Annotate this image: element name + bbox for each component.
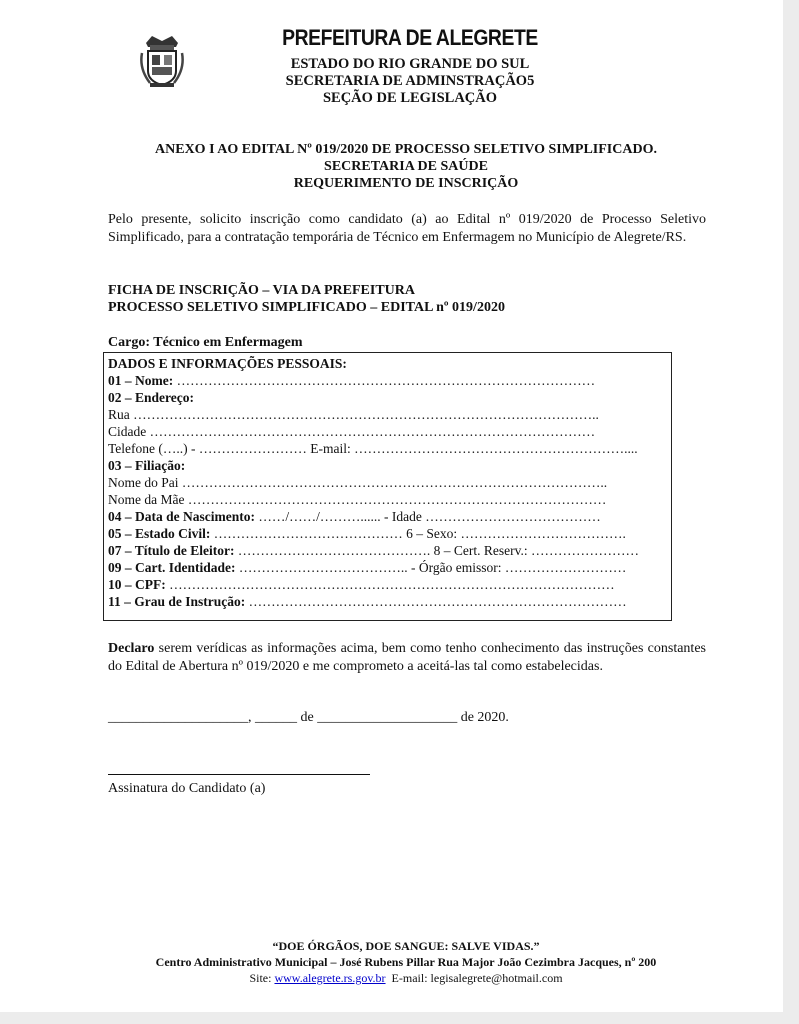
form-field-label: 10 – CPF:: [108, 577, 166, 592]
form-field-row: [108, 440, 638, 457]
declaration-paragraph: [108, 640, 706, 675]
form-field-label: 05 – Estado Civil:: [108, 526, 211, 541]
form-field-row: [108, 491, 606, 508]
request-heading: REQUERIMENTO DE INSCRIÇÃO: [293, 176, 519, 191]
form-field-label: Cidade: [108, 424, 147, 439]
form-field-label: Telefone (…..) -: [108, 441, 196, 456]
personal-data-title: DADOS E INFORMAÇÕES PESSOAIS:: [108, 356, 347, 371]
cargo-label: Cargo: Técnico em Enfermagem: [108, 335, 303, 350]
coat-of-arms-icon: [140, 33, 184, 89]
form-field-blank[interactable]: ……/……/………...... - Idade …………………………………: [258, 509, 601, 524]
footer-email: E-mail: legisalegrete@hotmail.com: [391, 971, 563, 985]
intro-paragraph: Pelo presente, solicito inscrição como candidato (a) ao Edital nº 019/2020 de Processo Seletivo Simplificado, para a contratação temporária de Técnico em Enfermagem no Município de Alegrete/RS.: [108, 212, 706, 245]
footer-address: Centro Administrativo Municipal – José Rubens Pillar Rua Major João Cezimbra Jacques, nº 200: [155, 955, 657, 969]
form-field-row: [108, 389, 194, 406]
form-field-blank[interactable]: ………………………………………………………………………………………: [149, 424, 596, 439]
form-field-blank[interactable]: ……………………………………. 8 – Cert. Reserv.: ……………………: [237, 543, 639, 558]
form-field-row: [108, 372, 595, 389]
org-title: PREFEITURA DE ALEGRETE: [282, 25, 538, 50]
secretary-line: SECRETARIA DE ADMINSTRAÇÃO5: [285, 73, 535, 89]
signature-label: Assinatura do Candidato (a): [108, 781, 266, 796]
form-field-blank[interactable]: …………………………………………………………………………………: [187, 492, 607, 507]
form-field-row: [108, 474, 607, 491]
ficha-subtitle: PROCESSO SELETIVO SIMPLIFICADO – EDITAL nº 019/2020: [108, 300, 505, 315]
declaration-lead: Declaro: [108, 641, 155, 656]
form-field-label: 03 – Filiação:: [108, 458, 186, 473]
form-field-blank[interactable]: …………………………………… 6 – Sexo: ……………………………….: [213, 526, 626, 541]
state-line: ESTADO DO RIO GRANDE DO SUL: [290, 56, 530, 72]
form-field-row: [108, 593, 627, 610]
form-field-blank[interactable]: …………………………………………………………………………………………..: [133, 407, 599, 422]
footer-contact: [100, 971, 712, 986]
form-field-label: Nome da Mãe: [108, 492, 185, 507]
declaration-text: serem verídicas as informações acima, bem como tenho conhecimento das instruções constantes do Edital de Abertura nº 019/2020 e me comprometo a aceitá-las tal como estabelecidas.: [108, 641, 706, 674]
form-field-label: 02 – Endereço:: [108, 390, 194, 405]
form-field-label: 01 – Nome:: [108, 373, 174, 388]
form-field-row: [108, 559, 626, 576]
form-field-row: [108, 423, 595, 440]
form-field-label: 07 – Título de Eleitor:: [108, 543, 235, 558]
health-secretary-heading: SECRETARIA DE SAÚDE: [324, 159, 488, 174]
form-field-row: [108, 508, 601, 525]
form-field-label: 11 – Grau de Instrução:: [108, 594, 246, 609]
form-field-blank[interactable]: …………………………………………………………………………………: [176, 373, 596, 388]
site-link[interactable]: www.alegrete.rs.gov.br: [274, 971, 386, 985]
ficha-title: FICHA DE INSCRIÇÃO – VIA DA PREFEITURA: [108, 283, 416, 298]
annex-heading: ANEXO I AO EDITAL Nº 019/2020 DE PROCESSO SELETIVO SIMPLIFICADO.: [155, 142, 657, 157]
site-label: Site:: [249, 971, 272, 985]
footer-slogan: “DOE ÓRGÃOS, DOE SANGUE: SALVE VIDAS.”: [272, 939, 540, 953]
form-field-row: [108, 542, 639, 559]
form-field-label: 04 – Data de Nascimento:: [108, 509, 255, 524]
form-field-blank[interactable]: …………………… E-mail: ……………………………………………………....: [198, 441, 638, 456]
form-field-row: [108, 457, 185, 474]
date-line: ____________________, ______ de ____________________ de 2020.: [108, 710, 509, 725]
form-field-row: [108, 576, 615, 593]
form-field-label: Nome do Pai: [108, 475, 179, 490]
form-field-row: [108, 406, 599, 423]
section-line: SEÇÃO DE LEGISLAÇÃO: [322, 90, 498, 106]
form-field-label: 09 – Cart. Identidade:: [108, 560, 236, 575]
form-field-label: Rua: [108, 407, 130, 422]
form-field-blank[interactable]: …………………………………………………………………………………..: [181, 475, 608, 490]
form-field-blank[interactable]: ………………………………………………………………………………………: [169, 577, 615, 592]
form-field-row: [108, 525, 626, 542]
signature-line: [108, 774, 370, 775]
form-field-blank[interactable]: ……………………………….. - Órgão emissor: ………………………: [238, 560, 627, 575]
form-field-blank[interactable]: …………………………………………………………………………: [248, 594, 627, 609]
